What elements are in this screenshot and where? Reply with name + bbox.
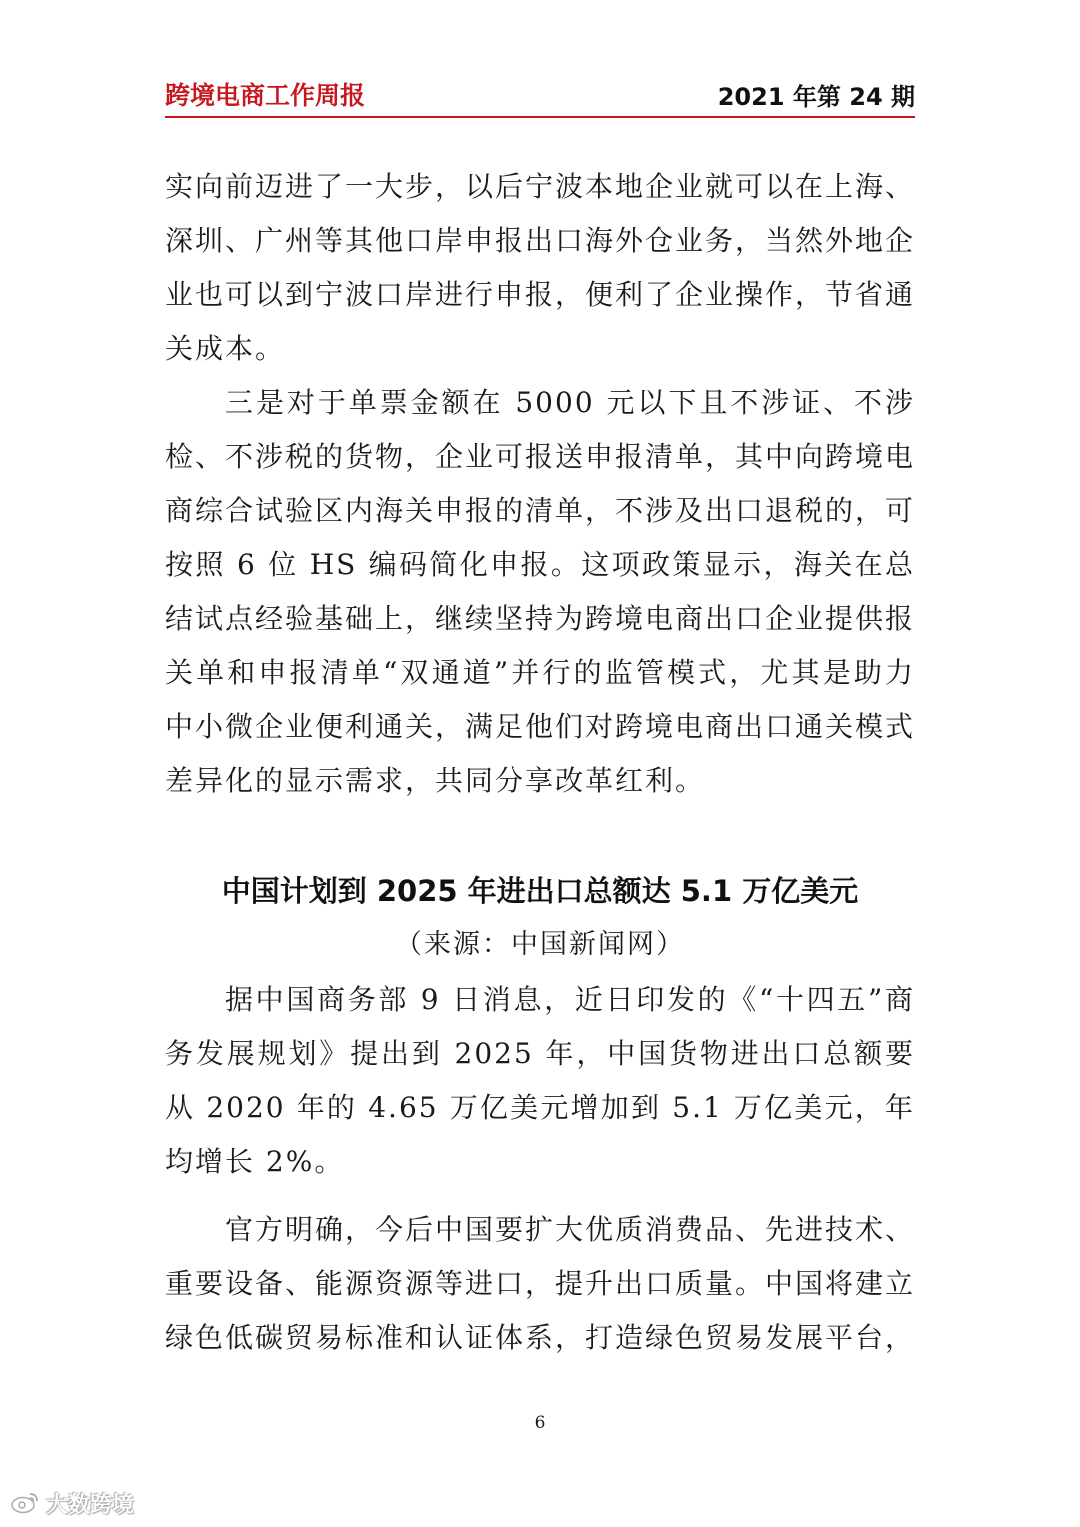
section-continued-text [165,160,915,808]
watermark-text: 大数跨境 [46,1493,135,1518]
paragraph-policy-three: 三是对于单票金额在 5000 元以下且不涉证、不涉检、不涉税的货物，企业可报送申报清单，其中向跨境电商综合试验区内海关申报的清单，不涉及出口退税的，可按照 6 位 HS 编码简化申报。这项政策显示，海关在总结试点经验基础上，继续坚持为跨境电商出口企业提供报关单和申报清单“双通道”并行的监管模式，尤其是助力中小微企业便利通关，满足他们对跨境电商出口通关模式差异化的显示需求，共同分享改革红利。 [165,386,916,797]
header-divider [165,116,915,118]
article-body [165,973,915,1365]
article-title: 中国计划到 2025 年进出口总额达 5.1 万亿美元 [221,874,859,908]
page-header [165,76,915,112]
article-paragraph-1: 据中国商务部 9 日消息，近日印发的《“十四五”商务发展规划》提出到 2025 年，中国货物进出口总额要从 2020 年的 4.65 万亿美元增加到 5.1 万亿美元，年均增长 2%。 [165,983,915,1178]
watermark [10,1488,134,1519]
issue-number: 2021 年第 24 期 [717,83,915,111]
page-number: 6 [534,1413,546,1433]
weibo-icon [10,1490,40,1518]
paragraph-continued: 实向前迈进了一大步，以后宁波本地企业就可以在上海、深圳、广州等其他口岸申报出口海外仓业务，当然外地企业也可以到宁波口岸进行申报，便利了企业操作，节省通关成本。 [165,170,916,365]
article-source: （来源：中国新闻网） [395,929,685,960]
article-paragraph-2: 官方明确，今后中国要扩大优质消费品、先进技术、重要设备、能源资源等进口，提升出口质量。中国将建立绿色低碳贸易标准和认证体系，打造绿色贸易发展平台， [165,1213,916,1354]
publication-title: 跨境电商工作周报 [165,81,366,110]
